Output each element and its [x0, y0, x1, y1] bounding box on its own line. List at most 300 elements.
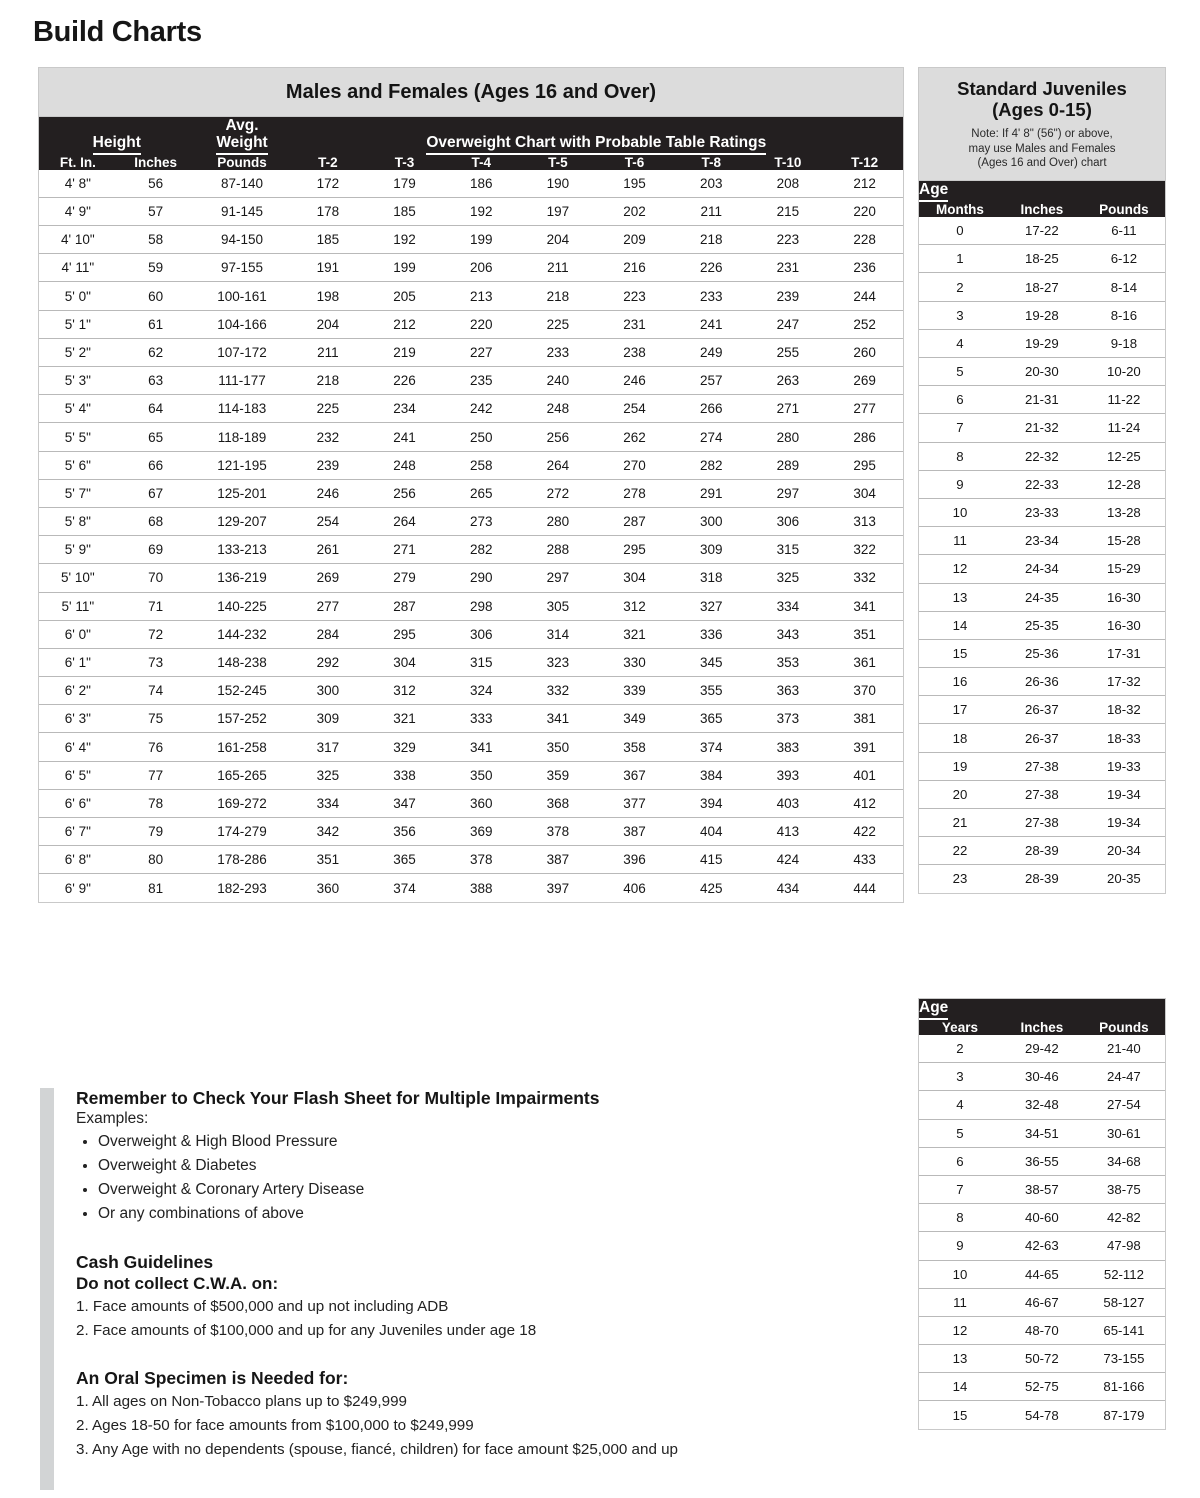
table-cell: 80 [117, 846, 195, 874]
table-cell: 314 [520, 620, 597, 648]
table-cell: 8 [919, 1204, 1001, 1232]
table-cell: 341 [520, 705, 597, 733]
table-cell: 204 [520, 226, 597, 254]
table-cell: 403 [750, 789, 827, 817]
table-cell: 215 [750, 197, 827, 225]
table-cell: 242 [443, 395, 520, 423]
table-cell: 10 [919, 1260, 1001, 1288]
table-cell: 6-11 [1083, 217, 1165, 245]
table-cell: 280 [750, 423, 827, 451]
table-cell: 312 [366, 677, 443, 705]
table-cell: 309 [673, 536, 750, 564]
table-cell: 343 [750, 620, 827, 648]
table-row [919, 583, 1165, 611]
table-cell: 279 [366, 564, 443, 592]
table-cell: 5' 5" [39, 423, 117, 451]
table-cell: 292 [290, 648, 367, 676]
table-cell: 7 [919, 414, 1001, 442]
table-cell: 312 [596, 592, 673, 620]
table-row [919, 1035, 1165, 1063]
table-cell: 304 [366, 648, 443, 676]
juveniles-table-body [919, 217, 1165, 893]
table-row [919, 329, 1165, 357]
table-cell: 107-172 [195, 338, 290, 366]
table-cell: 5' 1" [39, 310, 117, 338]
table-row [919, 555, 1165, 583]
table-row [39, 254, 903, 282]
table-cell: 361 [826, 648, 903, 676]
table-cell: 298 [443, 592, 520, 620]
table-cell: 218 [673, 226, 750, 254]
table-cell: 349 [596, 705, 673, 733]
table-cell: 52-75 [1001, 1373, 1083, 1401]
main-col-header-3: T-2 [318, 154, 338, 170]
table-cell: 195 [596, 170, 673, 198]
table-cell: 347 [366, 789, 443, 817]
table-cell: 256 [366, 479, 443, 507]
table-cell: 18-32 [1083, 696, 1165, 724]
table-cell: 29-42 [1001, 1035, 1083, 1063]
table-cell: 261 [290, 536, 367, 564]
table-row [919, 1175, 1165, 1203]
table-cell: 6' 4" [39, 733, 117, 761]
table-cell: 21-40 [1083, 1035, 1165, 1063]
table-cell: 94-150 [195, 226, 290, 254]
main-col-header-7: T-6 [624, 154, 645, 170]
examples-list [76, 1130, 900, 1226]
table-cell: 202 [596, 197, 673, 225]
table-cell: 24-34 [1001, 555, 1083, 583]
table-cell: 291 [673, 479, 750, 507]
table-cell: 269 [290, 564, 367, 592]
table-cell: 239 [750, 282, 827, 310]
table-cell: 104-166 [195, 310, 290, 338]
juveniles-note: Note: If 4' 8" (56") or above, may use Males and Females (Ages 16 and Over) chart [968, 127, 1116, 170]
table-cell: 5' 8" [39, 507, 117, 535]
table-row [919, 780, 1165, 808]
table-cell: 393 [750, 761, 827, 789]
table-cell: 286 [826, 423, 903, 451]
table-cell: 4 [919, 329, 1001, 357]
table-cell: 44-65 [1001, 1260, 1083, 1288]
table-cell: 18 [919, 724, 1001, 752]
table-cell: 211 [290, 338, 367, 366]
males-females-chart [38, 67, 904, 903]
table-cell: 6 [919, 1147, 1001, 1175]
table-cell: 74 [117, 677, 195, 705]
table-cell: 323 [520, 648, 597, 676]
table-cell: 11-22 [1083, 386, 1165, 414]
table-cell: 5' 10" [39, 564, 117, 592]
table-row [919, 386, 1165, 414]
table-cell: 333 [443, 705, 520, 733]
table-cell: 315 [443, 648, 520, 676]
table-cell: 48-70 [1001, 1316, 1083, 1344]
table-cell: 172 [290, 170, 367, 198]
table-cell: 304 [596, 564, 673, 592]
table-cell: 6' 7" [39, 818, 117, 846]
table-cell: 260 [826, 338, 903, 366]
table-row [39, 874, 903, 902]
table-cell: 378 [443, 846, 520, 874]
table-cell: 197 [520, 197, 597, 225]
table-cell: 216 [596, 254, 673, 282]
table-cell: 6 [919, 386, 1001, 414]
table-cell: 6' 5" [39, 761, 117, 789]
table-cell: 69 [117, 536, 195, 564]
table-cell: 228 [826, 226, 903, 254]
table-cell: 248 [520, 395, 597, 423]
page-title: Build Charts [33, 16, 202, 48]
examples-label: Examples: [76, 1110, 149, 1127]
table-cell: 434 [776, 880, 800, 896]
table-cell: 278 [596, 479, 673, 507]
table-cell: 70 [117, 564, 195, 592]
table-row [39, 677, 903, 705]
table-cell: 226 [673, 254, 750, 282]
table-row [39, 367, 903, 395]
table-row [39, 395, 903, 423]
table-row [919, 1373, 1165, 1401]
table-row [919, 470, 1165, 498]
table-row [919, 414, 1165, 442]
table-cell: 20-35 [1107, 871, 1141, 887]
table-cell: 425 [699, 880, 723, 896]
table-cell: 3 [919, 1063, 1001, 1091]
table-cell: 220 [443, 310, 520, 338]
table-cell: 397 [546, 880, 570, 896]
table-cell: 42-82 [1083, 1204, 1165, 1232]
table-row [919, 668, 1165, 696]
table-cell: 4' 10" [39, 226, 117, 254]
group-header-overweight: Overweight Chart with Probable Table Ratings [290, 117, 903, 155]
example-item: • Overweight & Diabetes [98, 1154, 900, 1178]
table-cell: 355 [673, 677, 750, 705]
table-cell: 179 [366, 170, 443, 198]
table-cell: 350 [520, 733, 597, 761]
table-cell: 185 [366, 197, 443, 225]
table-cell: 444 [853, 880, 876, 896]
table-cell: 15-29 [1083, 555, 1165, 583]
table-cell: 63 [117, 367, 195, 395]
table-cell: 165-265 [195, 761, 290, 789]
table-cell: 129-207 [195, 507, 290, 535]
table-cell: 186 [443, 170, 520, 198]
table-cell: 269 [826, 367, 903, 395]
table-row [919, 217, 1165, 245]
table-cell: 206 [443, 254, 520, 282]
table-cell: 330 [596, 648, 673, 676]
table-cell: 121-195 [195, 451, 290, 479]
table-cell: 6' 9" [64, 880, 91, 896]
table-cell: 341 [443, 733, 520, 761]
table-cell: 11 [919, 527, 1001, 555]
table-cell: 6' 1" [39, 648, 117, 676]
cash-guidelines-list [76, 1296, 900, 1342]
table-cell: 233 [673, 282, 750, 310]
table-row [919, 865, 1165, 893]
table-cell: 0 [919, 217, 1001, 245]
table-cell: 192 [366, 226, 443, 254]
table-cell: 91-145 [195, 197, 290, 225]
table-cell: 13 [919, 1345, 1001, 1373]
table-cell: 148-238 [195, 648, 290, 676]
table-cell: 18-25 [1001, 245, 1083, 273]
table-cell: 17 [919, 696, 1001, 724]
table-cell: 11 [919, 1288, 1001, 1316]
table-cell: 13-28 [1083, 498, 1165, 526]
table-cell: 4 [919, 1091, 1001, 1119]
table-cell: 23 [952, 871, 968, 887]
table-cell: 406 [623, 880, 646, 896]
table-cell: 246 [290, 479, 367, 507]
table-cell: 248 [366, 451, 443, 479]
table-cell: 50-72 [1001, 1345, 1083, 1373]
table-row [919, 1091, 1165, 1119]
table-cell: 19 [919, 752, 1001, 780]
table-cell: 54-78 [1024, 1407, 1059, 1423]
table-cell: 5 [919, 358, 1001, 386]
table-cell: 75 [117, 705, 195, 733]
table-cell: 4' 11" [39, 254, 117, 282]
table-cell: 6-12 [1083, 245, 1165, 273]
table-cell: 345 [673, 648, 750, 676]
table-cell: 342 [290, 818, 367, 846]
table-cell: 24-35 [1001, 583, 1083, 611]
table-cell: 280 [520, 507, 597, 535]
table-cell: 27-38 [1001, 809, 1083, 837]
table-cell: 152-245 [195, 677, 290, 705]
table-cell: 363 [750, 677, 827, 705]
main-table-body [39, 170, 903, 902]
main-col-header-9: T-10 [774, 154, 802, 170]
table-cell: 6' 3" [39, 705, 117, 733]
table-row [919, 1119, 1165, 1147]
table-cell: 192 [443, 197, 520, 225]
table-cell: 157-252 [195, 705, 290, 733]
table-row [919, 696, 1165, 724]
juveniles-col-header-1: Inches [1001, 202, 1083, 217]
table-cell: 377 [596, 789, 673, 817]
table-cell: 81 [148, 880, 164, 896]
table-row [919, 1288, 1165, 1316]
standard-juveniles-chart [918, 67, 1166, 894]
table-cell: 19-33 [1083, 752, 1165, 780]
table-cell: 6' 0" [39, 620, 117, 648]
table-row [919, 1147, 1165, 1175]
table-cell: 258 [443, 451, 520, 479]
table-cell: 396 [596, 846, 673, 874]
table-cell: 212 [826, 170, 903, 198]
table-cell: 5' 7" [39, 479, 117, 507]
table-cell: 401 [826, 761, 903, 789]
table-cell: 52-112 [1083, 1260, 1165, 1288]
table-row [919, 301, 1165, 329]
juveniles-col-header-0: Months [919, 202, 1001, 217]
table-cell: 295 [826, 451, 903, 479]
table-row [39, 818, 903, 846]
table-cell: 329 [366, 733, 443, 761]
table-cell: 8-14 [1083, 273, 1165, 301]
table-cell: 19-34 [1083, 780, 1165, 808]
table-cell: 100-161 [195, 282, 290, 310]
table-cell: 317 [290, 733, 367, 761]
table-row [919, 1260, 1165, 1288]
table-row [39, 592, 903, 620]
table-row [919, 498, 1165, 526]
years-age-header-row [919, 999, 1165, 1020]
table-cell: 304 [826, 479, 903, 507]
table-cell: 14 [919, 611, 1001, 639]
oral-specimen-item: 3. Any Age with no dependents (spouse, fiancé, children) for face amount $25,000 and up [76, 1441, 679, 1459]
table-cell: 391 [826, 733, 903, 761]
table-row [39, 451, 903, 479]
table-cell: 274 [673, 423, 750, 451]
main-col-header-5: T-4 [471, 154, 491, 170]
table-cell: 223 [750, 226, 827, 254]
table-cell: 2 [919, 1035, 1001, 1063]
table-cell: 341 [826, 592, 903, 620]
table-cell: 325 [290, 761, 367, 789]
table-cell: 282 [443, 536, 520, 564]
table-cell: 332 [826, 564, 903, 592]
table-cell: 381 [826, 705, 903, 733]
table-cell: 244 [826, 282, 903, 310]
table-row [39, 226, 903, 254]
table-cell: 365 [366, 846, 443, 874]
table-cell: 26-37 [1001, 696, 1083, 724]
table-row [919, 1401, 1165, 1429]
juveniles-age-header-row [919, 181, 1165, 202]
table-cell: 71 [117, 592, 195, 620]
table-cell: 351 [826, 620, 903, 648]
table-cell: 424 [750, 846, 827, 874]
table-cell: 21-32 [1001, 414, 1083, 442]
table-cell: 315 [750, 536, 827, 564]
table-row [39, 338, 903, 366]
main-table-head [39, 117, 903, 170]
table-cell: 30-61 [1083, 1119, 1165, 1147]
table-cell: 272 [520, 479, 597, 507]
table-cell: 287 [366, 592, 443, 620]
table-cell: 72 [117, 620, 195, 648]
table-cell: 32-48 [1001, 1091, 1083, 1119]
table-cell: 17-32 [1083, 668, 1165, 696]
table-cell: 374 [673, 733, 750, 761]
juveniles-banner [919, 68, 1165, 181]
table-cell: 79 [117, 818, 195, 846]
table-row [39, 170, 903, 198]
table-cell: 306 [750, 507, 827, 535]
table-cell: 36-55 [1001, 1147, 1083, 1175]
table-cell: 266 [673, 395, 750, 423]
table-cell: 38-75 [1083, 1175, 1165, 1203]
table-cell: 239 [290, 451, 367, 479]
table-cell: 27-54 [1083, 1091, 1165, 1119]
example-item: • Overweight & High Blood Pressure [98, 1130, 900, 1154]
table-cell: 190 [520, 170, 597, 198]
table-cell: 19-34 [1083, 809, 1165, 837]
table-cell: 334 [290, 789, 367, 817]
table-cell: 394 [673, 789, 750, 817]
table-cell: 225 [520, 310, 597, 338]
table-cell: 370 [826, 677, 903, 705]
table-cell: 353 [750, 648, 827, 676]
table-cell: 300 [290, 677, 367, 705]
table-cell: 334 [750, 592, 827, 620]
table-cell: 118-189 [195, 423, 290, 451]
table-cell: 412 [826, 789, 903, 817]
table-cell: 81-166 [1083, 1373, 1165, 1401]
table-cell: 46-67 [1001, 1288, 1083, 1316]
table-cell: 65-141 [1083, 1316, 1165, 1344]
table-cell: 18-33 [1083, 724, 1165, 752]
table-cell: 61 [117, 310, 195, 338]
table-cell: 387 [596, 818, 673, 846]
table-cell: 204 [290, 310, 367, 338]
notes-accent-bar [40, 1088, 54, 1490]
table-cell: 339 [596, 677, 673, 705]
table-cell: 250 [443, 423, 520, 451]
juveniles-col-header-2: Pounds [1083, 202, 1165, 217]
main-table-group-header-row [39, 117, 903, 155]
main-col-header-0: Ft. In. [59, 154, 96, 170]
years-table-body [919, 1035, 1165, 1429]
table-cell: 27-38 [1001, 752, 1083, 780]
table-cell: 15-28 [1083, 527, 1165, 555]
cash-guideline-item: 1. Face amounts of $500,000 and up not including ADB [76, 1298, 449, 1316]
table-cell: 231 [750, 254, 827, 282]
table-cell: 5' 0" [39, 282, 117, 310]
table-cell: 265 [443, 479, 520, 507]
table-cell: 178-286 [195, 846, 290, 874]
table-cell: 76 [117, 733, 195, 761]
table-cell: 360 [316, 880, 340, 896]
table-row [919, 809, 1165, 837]
table-row [39, 507, 903, 535]
table-cell: 34-68 [1083, 1147, 1165, 1175]
table-cell: 21-31 [1001, 386, 1083, 414]
main-table-banner: Males and Females (Ages 16 and Over) [39, 68, 903, 117]
table-cell: 313 [826, 507, 903, 535]
juveniles-column-header-row [919, 202, 1165, 217]
table-cell: 4' 9" [39, 197, 117, 225]
table-cell: 28-39 [1001, 837, 1083, 865]
juveniles-title: Standard Juveniles (Ages 0-15) [957, 78, 1127, 121]
table-cell: 254 [596, 395, 673, 423]
table-cell: 12 [919, 1316, 1001, 1344]
table-row [39, 536, 903, 564]
table-cell: 38-57 [1001, 1175, 1083, 1203]
table-cell: 18-27 [1001, 273, 1083, 301]
example-item: • Overweight & Coronary Artery Disease [98, 1178, 900, 1202]
table-row [39, 648, 903, 676]
main-col-header-10: T-12 [851, 154, 879, 170]
table-cell: 235 [443, 367, 520, 395]
table-cell: 351 [290, 846, 367, 874]
table-cell: 73-155 [1083, 1345, 1165, 1373]
main-table [39, 117, 903, 902]
table-cell: 241 [673, 310, 750, 338]
table-row [919, 1204, 1165, 1232]
table-cell: 133-213 [195, 536, 290, 564]
table-cell: 125-201 [195, 479, 290, 507]
table-cell: 263 [750, 367, 827, 395]
table-cell: 5' 4" [39, 395, 117, 423]
example-item: • Or any combinations of above [98, 1202, 900, 1226]
table-cell: 255 [750, 338, 827, 366]
table-cell: 324 [443, 677, 520, 705]
